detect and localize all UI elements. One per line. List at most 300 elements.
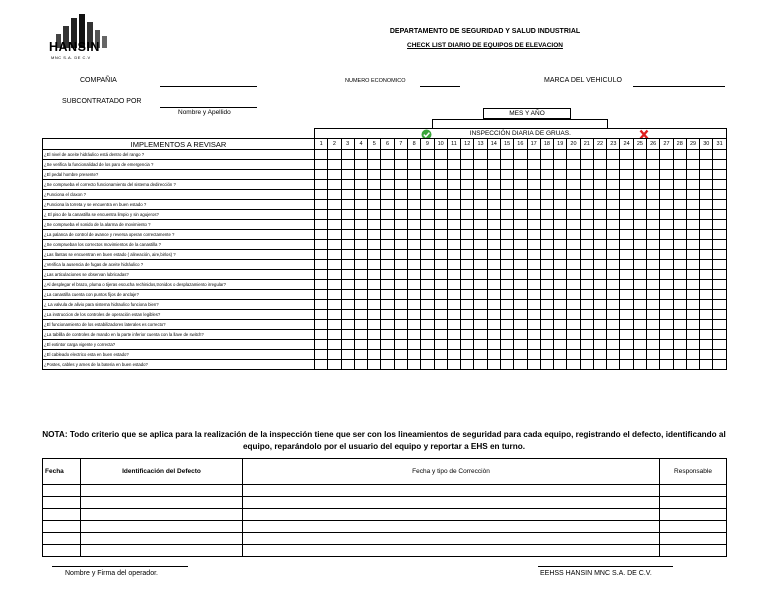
check-cell[interactable] xyxy=(394,170,407,180)
check-cell[interactable] xyxy=(474,220,487,230)
check-cell[interactable] xyxy=(421,160,434,170)
check-cell[interactable] xyxy=(607,230,620,240)
check-cell[interactable] xyxy=(354,320,367,330)
check-cell[interactable] xyxy=(514,170,527,180)
check-cell[interactable] xyxy=(700,240,713,250)
check-cell[interactable] xyxy=(540,250,553,260)
check-cell[interactable] xyxy=(593,150,606,160)
check-cell[interactable] xyxy=(660,340,673,350)
check-cell[interactable] xyxy=(580,360,593,370)
check-cell[interactable] xyxy=(620,170,633,180)
check-cell[interactable] xyxy=(593,350,606,360)
check-cell[interactable] xyxy=(447,220,460,230)
check-cell[interactable] xyxy=(354,190,367,200)
check-cell[interactable] xyxy=(487,210,500,220)
check-cell[interactable] xyxy=(315,260,328,270)
check-cell[interactable] xyxy=(381,310,394,320)
check-cell[interactable] xyxy=(686,340,699,350)
check-cell[interactable] xyxy=(593,280,606,290)
check-cell[interactable] xyxy=(540,230,553,240)
check-cell[interactable] xyxy=(354,160,367,170)
check-cell[interactable] xyxy=(434,300,447,310)
check-cell[interactable] xyxy=(381,340,394,350)
check-cell[interactable] xyxy=(540,350,553,360)
check-cell[interactable] xyxy=(381,350,394,360)
check-cell[interactable] xyxy=(660,330,673,340)
check-cell[interactable] xyxy=(514,270,527,280)
check-cell[interactable] xyxy=(713,350,726,360)
check-cell[interactable] xyxy=(540,160,553,170)
check-cell[interactable] xyxy=(527,160,540,170)
check-cell[interactable] xyxy=(647,250,660,260)
check-cell[interactable] xyxy=(315,200,328,210)
check-cell[interactable] xyxy=(527,340,540,350)
check-cell[interactable] xyxy=(315,160,328,170)
check-cell[interactable] xyxy=(567,280,580,290)
check-cell[interactable] xyxy=(461,350,474,360)
check-cell[interactable] xyxy=(700,300,713,310)
check-cell[interactable] xyxy=(686,240,699,250)
check-cell[interactable] xyxy=(713,220,726,230)
check-cell[interactable] xyxy=(474,350,487,360)
check-cell[interactable] xyxy=(713,240,726,250)
check-cell[interactable] xyxy=(660,230,673,240)
check-cell[interactable] xyxy=(394,340,407,350)
check-cell[interactable] xyxy=(394,360,407,370)
check-cell[interactable] xyxy=(434,320,447,330)
check-cell[interactable] xyxy=(660,170,673,180)
check-cell[interactable] xyxy=(434,240,447,250)
check-cell[interactable] xyxy=(607,360,620,370)
check-cell[interactable] xyxy=(527,240,540,250)
check-cell[interactable] xyxy=(407,360,420,370)
check-cell[interactable] xyxy=(447,320,460,330)
check-cell[interactable] xyxy=(447,240,460,250)
check-cell[interactable] xyxy=(434,180,447,190)
check-cell[interactable] xyxy=(447,290,460,300)
check-cell[interactable] xyxy=(514,260,527,270)
check-cell[interactable] xyxy=(607,170,620,180)
check-cell[interactable] xyxy=(368,330,381,340)
check-cell[interactable] xyxy=(394,270,407,280)
check-cell[interactable] xyxy=(487,350,500,360)
check-cell[interactable] xyxy=(700,320,713,330)
check-cell[interactable] xyxy=(567,350,580,360)
check-cell[interactable] xyxy=(500,270,513,280)
check-cell[interactable] xyxy=(567,150,580,160)
check-cell[interactable] xyxy=(500,290,513,300)
check-cell[interactable] xyxy=(673,250,686,260)
check-cell[interactable] xyxy=(713,180,726,190)
check-cell[interactable] xyxy=(633,210,646,220)
check-cell[interactable] xyxy=(620,340,633,350)
check-cell[interactable] xyxy=(447,200,460,210)
defect-cell[interactable] xyxy=(660,485,727,497)
check-cell[interactable] xyxy=(368,260,381,270)
check-cell[interactable] xyxy=(527,180,540,190)
check-cell[interactable] xyxy=(620,250,633,260)
check-cell[interactable] xyxy=(593,240,606,250)
check-cell[interactable] xyxy=(527,210,540,220)
check-cell[interactable] xyxy=(474,210,487,220)
check-cell[interactable] xyxy=(660,240,673,250)
check-cell[interactable] xyxy=(447,250,460,260)
check-cell[interactable] xyxy=(607,340,620,350)
check-cell[interactable] xyxy=(487,330,500,340)
check-cell[interactable] xyxy=(407,280,420,290)
check-cell[interactable] xyxy=(315,270,328,280)
check-cell[interactable] xyxy=(341,360,354,370)
check-cell[interactable] xyxy=(700,290,713,300)
check-cell[interactable] xyxy=(540,310,553,320)
check-cell[interactable] xyxy=(434,170,447,180)
check-cell[interactable] xyxy=(673,170,686,180)
check-cell[interactable] xyxy=(620,240,633,250)
check-cell[interactable] xyxy=(660,310,673,320)
check-cell[interactable] xyxy=(633,180,646,190)
check-cell[interactable] xyxy=(368,270,381,280)
check-cell[interactable] xyxy=(607,330,620,340)
check-cell[interactable] xyxy=(407,340,420,350)
check-cell[interactable] xyxy=(607,270,620,280)
check-cell[interactable] xyxy=(500,190,513,200)
check-cell[interactable] xyxy=(474,190,487,200)
check-cell[interactable] xyxy=(421,260,434,270)
check-cell[interactable] xyxy=(593,210,606,220)
check-cell[interactable] xyxy=(554,220,567,230)
check-cell[interactable] xyxy=(686,330,699,340)
check-cell[interactable] xyxy=(647,150,660,160)
check-cell[interactable] xyxy=(620,300,633,310)
check-cell[interactable] xyxy=(315,220,328,230)
check-cell[interactable] xyxy=(607,260,620,270)
check-cell[interactable] xyxy=(593,230,606,240)
check-cell[interactable] xyxy=(686,200,699,210)
check-cell[interactable] xyxy=(607,350,620,360)
check-cell[interactable] xyxy=(633,290,646,300)
check-cell[interactable] xyxy=(354,360,367,370)
defect-cell[interactable] xyxy=(43,509,81,521)
check-cell[interactable] xyxy=(328,170,341,180)
check-cell[interactable] xyxy=(567,360,580,370)
check-cell[interactable] xyxy=(713,170,726,180)
check-cell[interactable] xyxy=(540,290,553,300)
check-cell[interactable] xyxy=(354,350,367,360)
check-cell[interactable] xyxy=(381,300,394,310)
check-cell[interactable] xyxy=(673,200,686,210)
check-cell[interactable] xyxy=(554,300,567,310)
check-cell[interactable] xyxy=(368,230,381,240)
check-cell[interactable] xyxy=(341,240,354,250)
check-cell[interactable] xyxy=(633,240,646,250)
check-cell[interactable] xyxy=(407,260,420,270)
check-cell[interactable] xyxy=(500,220,513,230)
check-cell[interactable] xyxy=(527,300,540,310)
check-cell[interactable] xyxy=(461,320,474,330)
check-cell[interactable] xyxy=(673,350,686,360)
check-cell[interactable] xyxy=(567,300,580,310)
check-cell[interactable] xyxy=(461,230,474,240)
check-cell[interactable] xyxy=(527,310,540,320)
check-cell[interactable] xyxy=(686,170,699,180)
check-cell[interactable] xyxy=(700,220,713,230)
check-cell[interactable] xyxy=(434,210,447,220)
check-cell[interactable] xyxy=(474,340,487,350)
check-cell[interactable] xyxy=(527,200,540,210)
check-cell[interactable] xyxy=(354,220,367,230)
check-cell[interactable] xyxy=(328,150,341,160)
check-cell[interactable] xyxy=(315,180,328,190)
check-cell[interactable] xyxy=(700,360,713,370)
check-cell[interactable] xyxy=(421,200,434,210)
check-cell[interactable] xyxy=(487,230,500,240)
check-cell[interactable] xyxy=(500,240,513,250)
check-cell[interactable] xyxy=(461,280,474,290)
check-cell[interactable] xyxy=(407,170,420,180)
check-cell[interactable] xyxy=(567,230,580,240)
check-cell[interactable] xyxy=(647,180,660,190)
check-cell[interactable] xyxy=(686,280,699,290)
check-cell[interactable] xyxy=(514,250,527,260)
check-cell[interactable] xyxy=(647,160,660,170)
check-cell[interactable] xyxy=(328,220,341,230)
check-cell[interactable] xyxy=(527,290,540,300)
defect-cell[interactable] xyxy=(81,545,243,557)
check-cell[interactable] xyxy=(354,290,367,300)
check-cell[interactable] xyxy=(647,210,660,220)
check-cell[interactable] xyxy=(434,190,447,200)
check-cell[interactable] xyxy=(647,360,660,370)
check-cell[interactable] xyxy=(381,230,394,240)
check-cell[interactable] xyxy=(700,210,713,220)
check-cell[interactable] xyxy=(567,220,580,230)
check-cell[interactable] xyxy=(407,350,420,360)
check-cell[interactable] xyxy=(421,350,434,360)
check-cell[interactable] xyxy=(567,180,580,190)
check-cell[interactable] xyxy=(660,150,673,160)
check-cell[interactable] xyxy=(593,250,606,260)
check-cell[interactable] xyxy=(713,150,726,160)
check-cell[interactable] xyxy=(647,270,660,280)
check-cell[interactable] xyxy=(434,270,447,280)
check-cell[interactable] xyxy=(686,270,699,280)
check-cell[interactable] xyxy=(381,330,394,340)
check-cell[interactable] xyxy=(580,210,593,220)
check-cell[interactable] xyxy=(554,330,567,340)
check-cell[interactable] xyxy=(567,240,580,250)
check-cell[interactable] xyxy=(500,330,513,340)
check-cell[interactable] xyxy=(487,290,500,300)
check-cell[interactable] xyxy=(354,280,367,290)
check-cell[interactable] xyxy=(567,330,580,340)
check-cell[interactable] xyxy=(354,340,367,350)
check-cell[interactable] xyxy=(633,340,646,350)
defect-cell[interactable] xyxy=(81,521,243,533)
check-cell[interactable] xyxy=(474,280,487,290)
check-cell[interactable] xyxy=(580,270,593,280)
check-cell[interactable] xyxy=(713,290,726,300)
check-cell[interactable] xyxy=(580,250,593,260)
check-cell[interactable] xyxy=(474,320,487,330)
check-cell[interactable] xyxy=(461,220,474,230)
check-cell[interactable] xyxy=(487,170,500,180)
check-cell[interactable] xyxy=(514,160,527,170)
operator-signature-line[interactable] xyxy=(52,566,188,567)
check-cell[interactable] xyxy=(328,340,341,350)
check-cell[interactable] xyxy=(447,160,460,170)
check-cell[interactable] xyxy=(328,280,341,290)
check-cell[interactable] xyxy=(474,150,487,160)
check-cell[interactable] xyxy=(394,250,407,260)
check-cell[interactable] xyxy=(514,190,527,200)
check-cell[interactable] xyxy=(461,290,474,300)
check-cell[interactable] xyxy=(394,330,407,340)
check-cell[interactable] xyxy=(487,150,500,160)
check-cell[interactable] xyxy=(620,260,633,270)
check-cell[interactable] xyxy=(487,160,500,170)
check-cell[interactable] xyxy=(394,240,407,250)
check-cell[interactable] xyxy=(686,220,699,230)
check-cell[interactable] xyxy=(421,170,434,180)
check-cell[interactable] xyxy=(607,200,620,210)
defect-cell[interactable] xyxy=(243,485,660,497)
check-cell[interactable] xyxy=(381,360,394,370)
defect-cell[interactable] xyxy=(243,521,660,533)
check-cell[interactable] xyxy=(660,300,673,310)
check-cell[interactable] xyxy=(514,210,527,220)
check-cell[interactable] xyxy=(421,230,434,240)
check-cell[interactable] xyxy=(713,310,726,320)
check-cell[interactable] xyxy=(421,180,434,190)
check-cell[interactable] xyxy=(514,360,527,370)
check-cell[interactable] xyxy=(554,150,567,160)
check-cell[interactable] xyxy=(554,310,567,320)
check-cell[interactable] xyxy=(700,330,713,340)
check-cell[interactable] xyxy=(620,290,633,300)
check-cell[interactable] xyxy=(447,300,460,310)
check-cell[interactable] xyxy=(700,200,713,210)
check-cell[interactable] xyxy=(686,230,699,240)
check-cell[interactable] xyxy=(341,210,354,220)
check-cell[interactable] xyxy=(394,210,407,220)
check-cell[interactable] xyxy=(540,280,553,290)
check-cell[interactable] xyxy=(700,160,713,170)
check-cell[interactable] xyxy=(447,360,460,370)
check-cell[interactable] xyxy=(633,190,646,200)
marca-field[interactable] xyxy=(633,86,725,87)
check-cell[interactable] xyxy=(394,280,407,290)
check-cell[interactable] xyxy=(461,200,474,210)
check-cell[interactable] xyxy=(527,260,540,270)
check-cell[interactable] xyxy=(328,270,341,280)
check-cell[interactable] xyxy=(647,220,660,230)
check-cell[interactable] xyxy=(554,290,567,300)
check-cell[interactable] xyxy=(407,180,420,190)
check-cell[interactable] xyxy=(647,340,660,350)
subcontratado-field[interactable] xyxy=(160,107,257,108)
check-cell[interactable] xyxy=(527,320,540,330)
check-cell[interactable] xyxy=(580,190,593,200)
check-cell[interactable] xyxy=(434,330,447,340)
defect-cell[interactable] xyxy=(243,533,660,545)
check-cell[interactable] xyxy=(394,300,407,310)
check-cell[interactable] xyxy=(673,180,686,190)
check-cell[interactable] xyxy=(461,330,474,340)
check-cell[interactable] xyxy=(633,150,646,160)
check-cell[interactable] xyxy=(354,310,367,320)
check-cell[interactable] xyxy=(713,270,726,280)
check-cell[interactable] xyxy=(633,160,646,170)
defect-cell[interactable] xyxy=(43,545,81,557)
check-cell[interactable] xyxy=(580,150,593,160)
check-cell[interactable] xyxy=(500,320,513,330)
check-cell[interactable] xyxy=(620,200,633,210)
check-cell[interactable] xyxy=(354,330,367,340)
check-cell[interactable] xyxy=(341,290,354,300)
check-cell[interactable] xyxy=(554,180,567,190)
check-cell[interactable] xyxy=(620,210,633,220)
check-cell[interactable] xyxy=(554,260,567,270)
check-cell[interactable] xyxy=(660,190,673,200)
check-cell[interactable] xyxy=(620,220,633,230)
check-cell[interactable] xyxy=(514,350,527,360)
check-cell[interactable] xyxy=(580,330,593,340)
check-cell[interactable] xyxy=(554,270,567,280)
check-cell[interactable] xyxy=(567,160,580,170)
check-cell[interactable] xyxy=(700,180,713,190)
check-cell[interactable] xyxy=(620,350,633,360)
check-cell[interactable] xyxy=(434,280,447,290)
check-cell[interactable] xyxy=(407,230,420,240)
check-cell[interactable] xyxy=(461,150,474,160)
check-cell[interactable] xyxy=(368,170,381,180)
defect-cell[interactable] xyxy=(43,533,81,545)
check-cell[interactable] xyxy=(368,180,381,190)
check-cell[interactable] xyxy=(474,330,487,340)
check-cell[interactable] xyxy=(673,190,686,200)
check-cell[interactable] xyxy=(660,160,673,170)
check-cell[interactable] xyxy=(487,240,500,250)
check-cell[interactable] xyxy=(474,260,487,270)
check-cell[interactable] xyxy=(461,360,474,370)
defect-cell[interactable] xyxy=(243,509,660,521)
check-cell[interactable] xyxy=(514,310,527,320)
check-cell[interactable] xyxy=(620,320,633,330)
check-cell[interactable] xyxy=(328,240,341,250)
check-cell[interactable] xyxy=(647,330,660,340)
defect-cell[interactable] xyxy=(660,521,727,533)
check-cell[interactable] xyxy=(461,250,474,260)
check-cell[interactable] xyxy=(567,270,580,280)
check-cell[interactable] xyxy=(434,220,447,230)
check-cell[interactable] xyxy=(660,350,673,360)
defect-cell[interactable] xyxy=(660,509,727,521)
check-cell[interactable] xyxy=(567,340,580,350)
check-cell[interactable] xyxy=(647,320,660,330)
check-cell[interactable] xyxy=(368,310,381,320)
check-cell[interactable] xyxy=(487,310,500,320)
check-cell[interactable] xyxy=(580,230,593,240)
check-cell[interactable] xyxy=(461,260,474,270)
check-cell[interactable] xyxy=(487,300,500,310)
check-cell[interactable] xyxy=(633,250,646,260)
check-cell[interactable] xyxy=(607,210,620,220)
check-cell[interactable] xyxy=(593,180,606,190)
check-cell[interactable] xyxy=(540,320,553,330)
check-cell[interactable] xyxy=(381,220,394,230)
check-cell[interactable] xyxy=(686,260,699,270)
check-cell[interactable] xyxy=(713,340,726,350)
